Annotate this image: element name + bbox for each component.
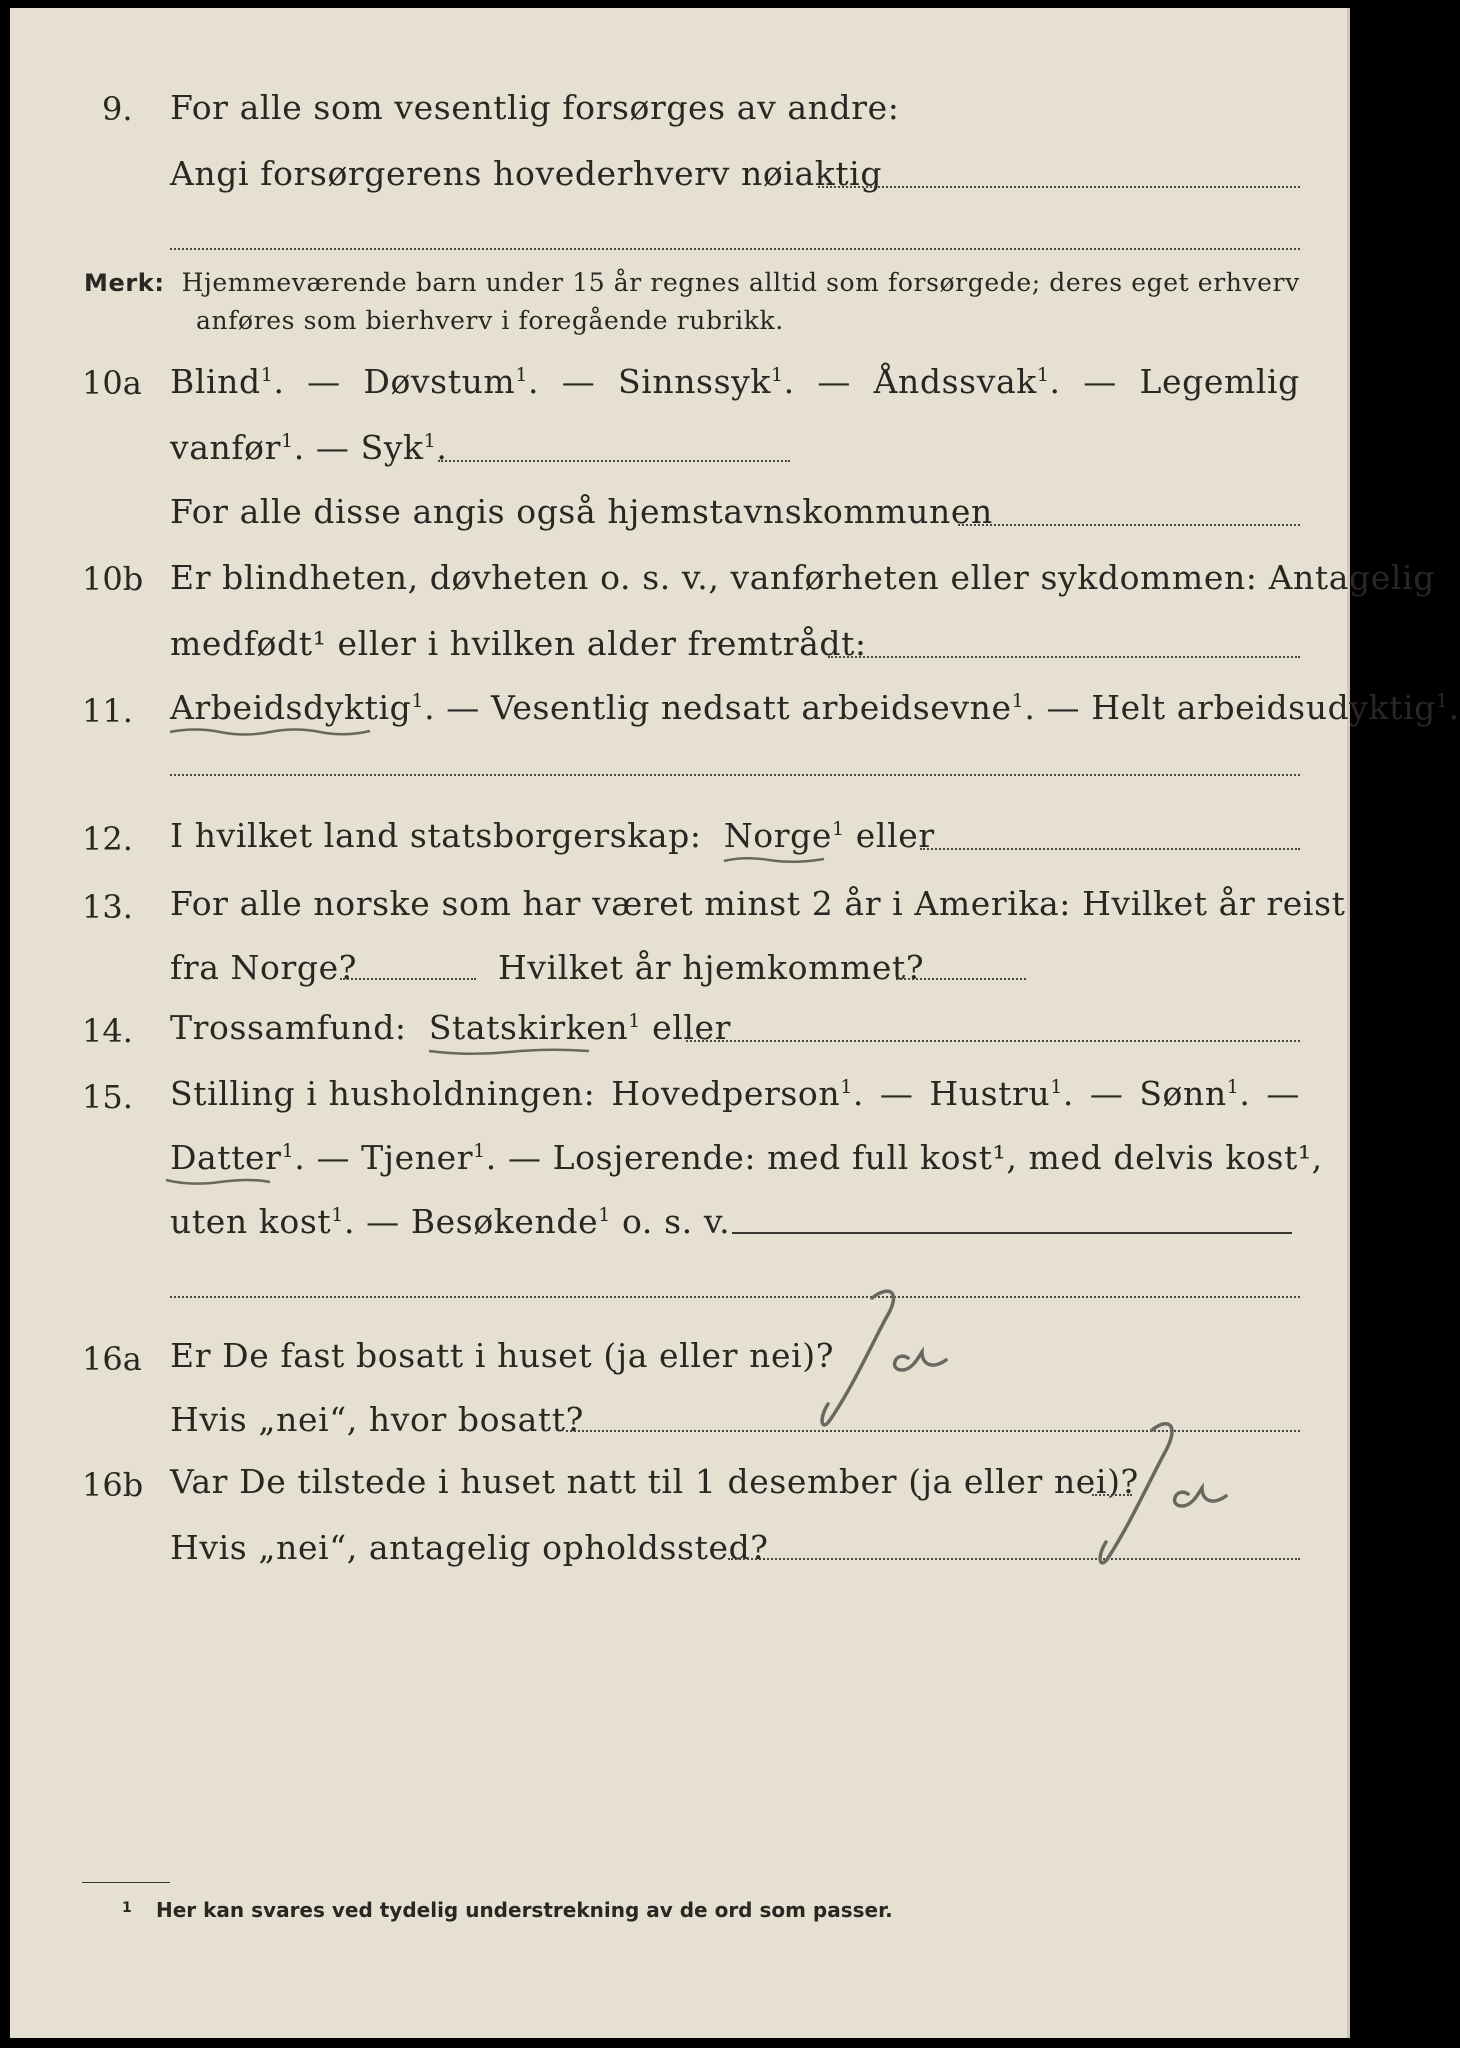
q10b-line2: medfødt¹ eller i hvilken alder fremtrådt: xyxy=(170,624,867,663)
q12-selected-option[interactable] xyxy=(724,816,832,855)
option-sinnssyk[interactable]: Sinnssyk xyxy=(617,362,771,401)
option-hovedperson[interactable]: Hovedperson xyxy=(611,1074,841,1113)
q12-number: 12. xyxy=(82,820,133,858)
q14-line: Trossamfund: Statskirken $^1$ eller xyxy=(170,1008,731,1047)
q16a-line2: Hvis „nei“, hvor bosatt? xyxy=(170,1400,584,1439)
q14-number: 14. xyxy=(82,1012,133,1050)
merk-text: Hjemmeværende barn under 15 år regnes alltid som forsørgede; deres eget erhverv xyxy=(181,268,1300,297)
q15-line2: Datter $^1$. — Tjener$^1$. — Losjerende: med full kost¹, med delvis kost¹, xyxy=(170,1138,1323,1177)
q13-hjemkommet-field[interactable] xyxy=(896,978,1026,980)
q16b-number: 16b xyxy=(82,1466,144,1504)
pencil-underline xyxy=(429,1047,589,1057)
q14-prefix: Trossamfund: xyxy=(170,1008,407,1047)
q14-selected-option[interactable] xyxy=(429,1008,628,1047)
q13-line2b: Hvilket år hjemkommet? xyxy=(498,948,925,987)
footnote-text: Her kan svares ved tydelig understrekning av de ord som passer. xyxy=(156,1898,893,1922)
pencil-underline xyxy=(170,727,370,737)
q16b-line2: Hvis „nei“, antagelig opholdssted? xyxy=(170,1528,769,1567)
option-tjener[interactable]: Tjener xyxy=(361,1138,474,1177)
q12-prefix: I hvilket land statsborgerskap: xyxy=(170,816,702,855)
q10a-number: 10a xyxy=(82,364,142,402)
q9-line2: Angi forsørgerens hovederhverv nøiaktig xyxy=(170,154,883,193)
option-legemlig[interactable]: Legemlig xyxy=(1139,362,1300,401)
census-form-page xyxy=(10,8,1460,2038)
q16b-line1: Var De tilstede i huset natt til 1 desember (ja eller nei)? xyxy=(170,1462,1139,1501)
merk-note-line2: anføres som bierhverv i foregående rubrikk. xyxy=(196,306,784,335)
q10a-line2: vanfør$^1$. — Syk$^1$. xyxy=(170,428,448,467)
option-uten-kost[interactable]: uten kost xyxy=(170,1202,332,1241)
option-blind[interactable]: Blind xyxy=(170,362,261,401)
q15-answer-field-2[interactable] xyxy=(170,1296,1300,1298)
q12-suffix: eller xyxy=(855,816,935,855)
q11-selected-option[interactable] xyxy=(170,688,411,727)
option-helt-udyktig[interactable]: Helt arbeidsudyktig xyxy=(1091,688,1436,727)
q10b-answer-field[interactable] xyxy=(828,656,1300,658)
q14-suffix: eller xyxy=(652,1008,732,1047)
option-statskirken: Statskirken xyxy=(428,1008,629,1047)
q15-osv: o. s. v. xyxy=(622,1202,731,1241)
pencil-underline xyxy=(170,1177,270,1187)
q10b-number: 10b xyxy=(82,560,144,598)
q9-line1: For alle som vesentlig forsørges av andre: xyxy=(170,88,900,127)
q11-number: 11. xyxy=(82,692,133,730)
q13-line2a: fra Norge? xyxy=(170,948,358,987)
footnote-rule xyxy=(82,1882,170,1883)
option-besokende[interactable]: Besøkende xyxy=(410,1202,599,1241)
q16a-number: 16a xyxy=(82,1340,142,1378)
option-datter: Datter xyxy=(170,1138,282,1177)
q15-number: 15. xyxy=(82,1078,133,1116)
option-arbeidsdyktig: Arbeidsdyktig xyxy=(170,688,412,727)
q11-line: Arbeidsdyktig $^1$. — Vesentlig nedsatt arbeidsevne$^1$. — Helt arbeidsudyktig$^1$. xyxy=(170,688,1460,727)
option-syk[interactable]: Syk xyxy=(360,428,424,467)
option-norge: Norge xyxy=(723,816,832,855)
q12-answer-field[interactable] xyxy=(920,848,1300,850)
q10b-line1: Er blindheten, døvheten o. s. v., vanførheten eller sykdommen: Antagelig xyxy=(170,558,1435,597)
option-sonn[interactable]: Sønn xyxy=(1139,1074,1227,1113)
option-vesentlig-nedsatt[interactable]: Vesentlig nedsatt arbeidsevne xyxy=(490,688,1012,727)
q16b-handwritten-answer xyxy=(1060,1408,1260,1578)
q10a-kommune-field[interactable] xyxy=(958,524,1300,526)
q13-number: 13. xyxy=(82,888,133,926)
q15-line1: Stilling i husholdningen: Hovedperson$^1$. — Hustru$^1$. — Sønn$^1$. — xyxy=(170,1074,1300,1113)
q15-prefix: Stilling i husholdningen: xyxy=(170,1074,596,1113)
option-dovstum[interactable]: Døvstum xyxy=(363,362,516,401)
q15-line3: uten kost$^1$. — Besøkende$^1$ o. s. v. xyxy=(170,1202,731,1241)
merk-label: Merk: xyxy=(84,269,165,297)
pencil-underline xyxy=(724,855,824,865)
option-andssvak[interactable]: Åndssvak xyxy=(873,362,1037,401)
q9-answer-field[interactable] xyxy=(818,186,1300,188)
q13-reist-field[interactable] xyxy=(340,978,476,980)
option-hustru[interactable]: Hustru xyxy=(929,1074,1051,1113)
q12-line: I hvilket land statsborgerskap: Norge $^1$ eller xyxy=(170,816,935,855)
q10a-line3: For alle disse angis også hjemstavnskommunen xyxy=(170,492,993,531)
q16a-handwritten-answer xyxy=(800,1278,980,1438)
q11-answer-field[interactable] xyxy=(170,774,1300,776)
q15-answer-field[interactable] xyxy=(732,1232,1292,1234)
option-vanfor[interactable]: vanfør xyxy=(170,428,282,467)
merk-note-line1 xyxy=(84,268,1300,297)
q9-answer-field-2[interactable] xyxy=(170,248,1300,250)
q15-selected-option[interactable] xyxy=(170,1138,282,1177)
q9-number: 9. xyxy=(102,90,133,128)
q10a-line1: Blind$^1$. — Døvstum$^1$. — Sinnssyk$^1$. — Åndssvak$^1$. — Legemlig xyxy=(170,362,1300,401)
q10a-answer-field[interactable] xyxy=(438,460,790,462)
q14-answer-field[interactable] xyxy=(686,1040,1300,1042)
q13-line1: For alle norske som har været minst 2 år i Amerika: Hvilket år reist xyxy=(170,884,1346,923)
footnote-mark: 1 xyxy=(122,1900,132,1916)
option-losjerende[interactable]: Losjerende: med full kost¹, med delvis kost¹, xyxy=(552,1138,1323,1177)
q16a-line1: Er De fast bosatt i huset (ja eller nei)? xyxy=(170,1336,834,1375)
